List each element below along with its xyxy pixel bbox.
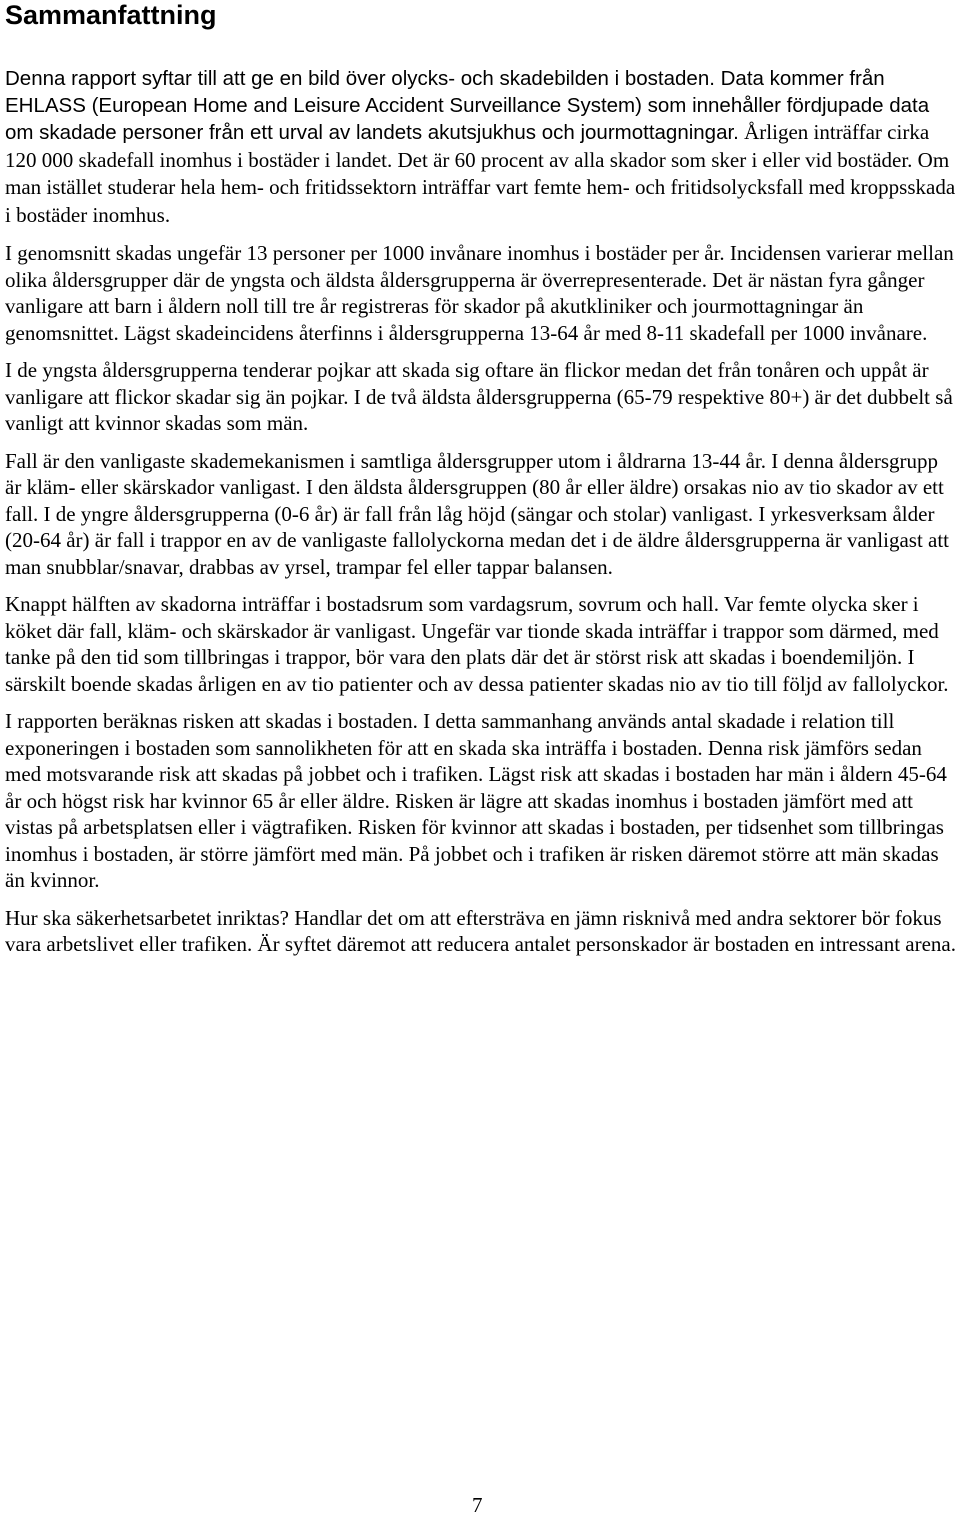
page-title: Sammanfattning	[5, 0, 217, 30]
paragraph-risk: I rapporten beräknas risken att skadas i bostaden. I detta sammanhang används antal skadade i relation till exponeringen i bostaden som sannolikheten för att en skada ska inträffa i bostaden. Denna risk jämförs sedan med motsvarande risk att skadas på jobbet och i trafiken. Lägst risk att skadas i bostaden har män i åldern 45-64 år och högst risk har kvinnor 65 år eller äldre. Risken är lägre att skadas inomhus i bostaden jämfört med att vistas på arbetsplatsen eller i vägtrafiken. Risken för kvinnor att skadas i bostaden, per tidsenhet som tillbringas inomhus i bostaden, är större jämfört med män. På jobbet och i trafiken är risken däremot större att män skadas än kvinnor.	[5, 709, 947, 892]
paragraph-incidence: I genomsnitt skadas ungefär 13 personer per 1000 invånare inomhus i bostäder per år. Incidensen varierar mellan olika åldersgrupper där de yngsta och äldsta åldersgrupperna är överrepresenterade. Det är nästan fyra gånger vanligare att barn i åldern noll till tre år registreras för skador på akutkliniker och jourmottagningar än genomsnittet. Lägst skadeincidens återfinns i åldersgrupperna 13-64 år med 8-11 skadefall per 1000 invånare.	[5, 241, 954, 345]
paragraph-intro-lead: Denna rapport syftar till att ge en bild över olycks- och skadebilden i bostaden. Data kommer från EHLASS (European Home and Leisure Accident Surveillance System) som innehåller fördjupade data om skadade personer från ett urval av landets akutsjukhus och jourmottagningar.	[5, 67, 930, 144]
paragraph-safety-work: Hur ska säkerhetsarbetet inriktas? Handlar det om att eftersträva en jämn risknivå med andra sektorer bör fokus vara arbetslivet eller trafiken. Är syftet däremot att reducera antalet personskador är bostaden en intressant arena.	[5, 905, 956, 956]
paragraph-gender: I de yngsta åldersgrupperna tenderar pojkar att skada sig oftare än flickor medan det från tonåren och uppåt är vanligare att flickor skadar sig än pojkar. I de två äldsta åldersgrupperna (65-79 respektive 80+) är det dubbelt så vanligt att kvinnor skadas som män.	[5, 358, 953, 435]
paragraph-falls: Fall är den vanligaste skademekanismen i samtliga åldersgrupper utom i åldrarna 13-44 år. I denna åldersgrupp är kläm- eller skärskador vanligast. I den äldsta åldersgruppen (80 år eller äldre) orsakas nio av tio skador av ett fall. I de yngre åldersgrupperna (0-6 år) är fall från låg höjd (sängar och stolar) vanligast. I yrkesverksam ålder (20-64 år) är fall i trappor en av de vanligaste fallolyckorna medan det i de äldre åldersgrupperna är vanligast att man snubblar/snavar, drabbas av yrsel, trampar fel eller tappar balansen.	[5, 448, 950, 579]
paragraph-rooms: Knappt hälften av skadorna inträffar i bostadsrum som vardagsrum, sovrum och hall. Var femte olycka sker i köket där fall, kläm- och skärskador är vanligast. Ungefär var tionde skada inträffar i trappor som därmed, med tanke på den tid som tillbringas i trappor, bör vara den plats där det är störst risk att skadas i boendemiljön. I särskilt boende skadas årligen en av tio patienter och av dessa patienter skadas nio av tio till följd av fallolyckor.	[5, 592, 949, 696]
paragraph-intro	[5, 66, 957, 229]
paragraph-intro-rest: Årligen inträffar cirka 120 000 skadefall inomhus i bostäder i landet. Det är 60 procent av alla skador som sker i eller vid bostäder. Om man istället studerar hela hem- och fritidssektorn inträffar vart femte hem- och fritidsolycksfall med kroppsskada i bostäder inomhus.	[5, 120, 956, 227]
summary-body	[5, 66, 957, 958]
page-number: 7	[472, 1493, 483, 1517]
